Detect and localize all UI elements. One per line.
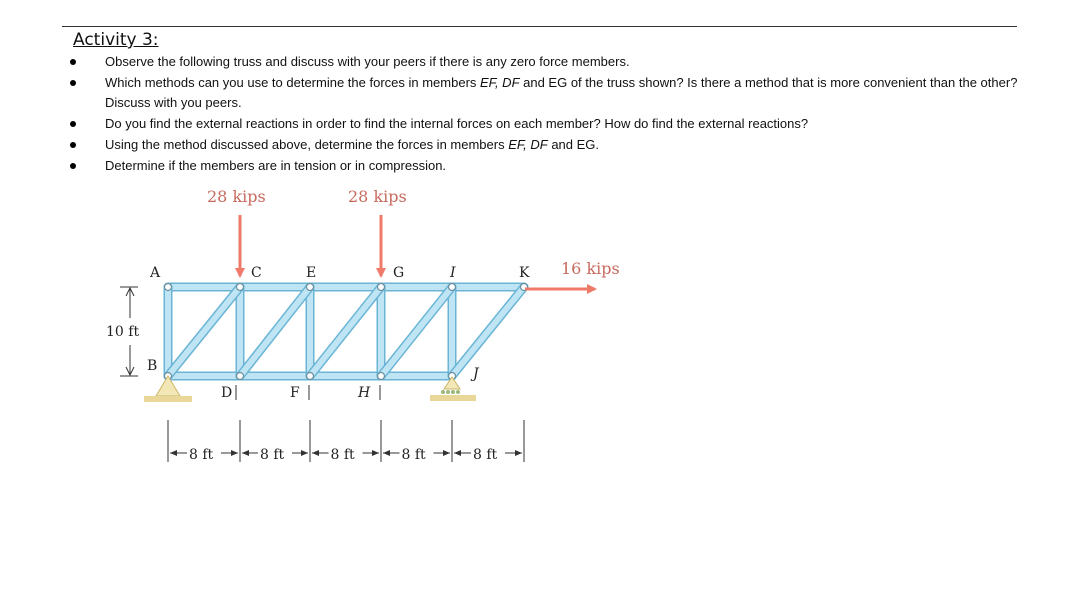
dimension-arrow bbox=[443, 450, 450, 456]
truss-members bbox=[168, 287, 524, 376]
spacing-label: 8 ft bbox=[473, 447, 498, 463]
load-label-left: 28 kips bbox=[207, 187, 266, 206]
joint bbox=[378, 284, 385, 291]
joint bbox=[378, 373, 385, 380]
question-text: Do you find the external reactions in order to find the internal forces on each member? How do find the external reactions? bbox=[105, 116, 809, 131]
diagonal-member bbox=[240, 287, 310, 376]
dimension-arrow bbox=[515, 450, 522, 456]
question-text: Using the method discussed above, determine the forces in members EF, DF and EG. bbox=[105, 137, 600, 152]
spacing-label: 8 ft bbox=[401, 447, 426, 463]
spacing-label: 8 ft bbox=[260, 447, 285, 463]
joint bbox=[449, 284, 456, 291]
joint bbox=[307, 373, 314, 380]
node-label-f: F bbox=[290, 385, 300, 401]
spacing-label: 8 ft bbox=[330, 447, 355, 463]
load-label-horizontal: 16 kips bbox=[561, 259, 620, 278]
node-label-c: C bbox=[251, 265, 262, 281]
joint bbox=[165, 284, 172, 291]
diagonal-member bbox=[168, 287, 240, 376]
dimension-arrow bbox=[231, 450, 238, 456]
dimension-arrow bbox=[454, 450, 461, 456]
node-label-h: H bbox=[358, 385, 371, 401]
dimension-arrow bbox=[383, 450, 390, 456]
question-text: Determine if the members are in tension or in compression. bbox=[105, 158, 447, 173]
dimension-arrow bbox=[372, 450, 379, 456]
dimension-arrow bbox=[312, 450, 319, 456]
node-label-e: E bbox=[306, 265, 317, 281]
node-label-b: B bbox=[147, 358, 158, 374]
spacing-label: 8 ft bbox=[189, 447, 214, 463]
dimension-arrow bbox=[301, 450, 308, 456]
joint bbox=[237, 284, 244, 291]
dimension-arrow bbox=[170, 450, 177, 456]
joint bbox=[307, 284, 314, 291]
activity-title: Activity 3: bbox=[73, 30, 159, 50]
node-label-g: G bbox=[393, 265, 405, 281]
question-text: Observe the following truss and discuss with your peers if there is any zero force members. bbox=[105, 54, 630, 69]
node-label-i: I bbox=[450, 265, 456, 281]
roller-support-icon bbox=[430, 377, 476, 401]
joint bbox=[237, 373, 244, 380]
height-label: 10 ft bbox=[106, 324, 140, 340]
node-label-d: D bbox=[221, 385, 233, 401]
node-label-a: A bbox=[150, 265, 161, 281]
diagonal-member bbox=[381, 287, 452, 376]
load-label-right: 28 kips bbox=[348, 187, 407, 206]
node-label-j: J bbox=[473, 366, 479, 382]
node-label-k: K bbox=[519, 265, 530, 281]
diagonal-member bbox=[310, 287, 381, 376]
diagonal-member bbox=[452, 287, 524, 376]
dimension-arrow bbox=[242, 450, 249, 456]
question-text: Which methods can you use to determine the forces in members EF, DF and EG of the truss shown? Is there a method that is more convenient than the other? Discuss with you peers. bbox=[105, 75, 1018, 110]
